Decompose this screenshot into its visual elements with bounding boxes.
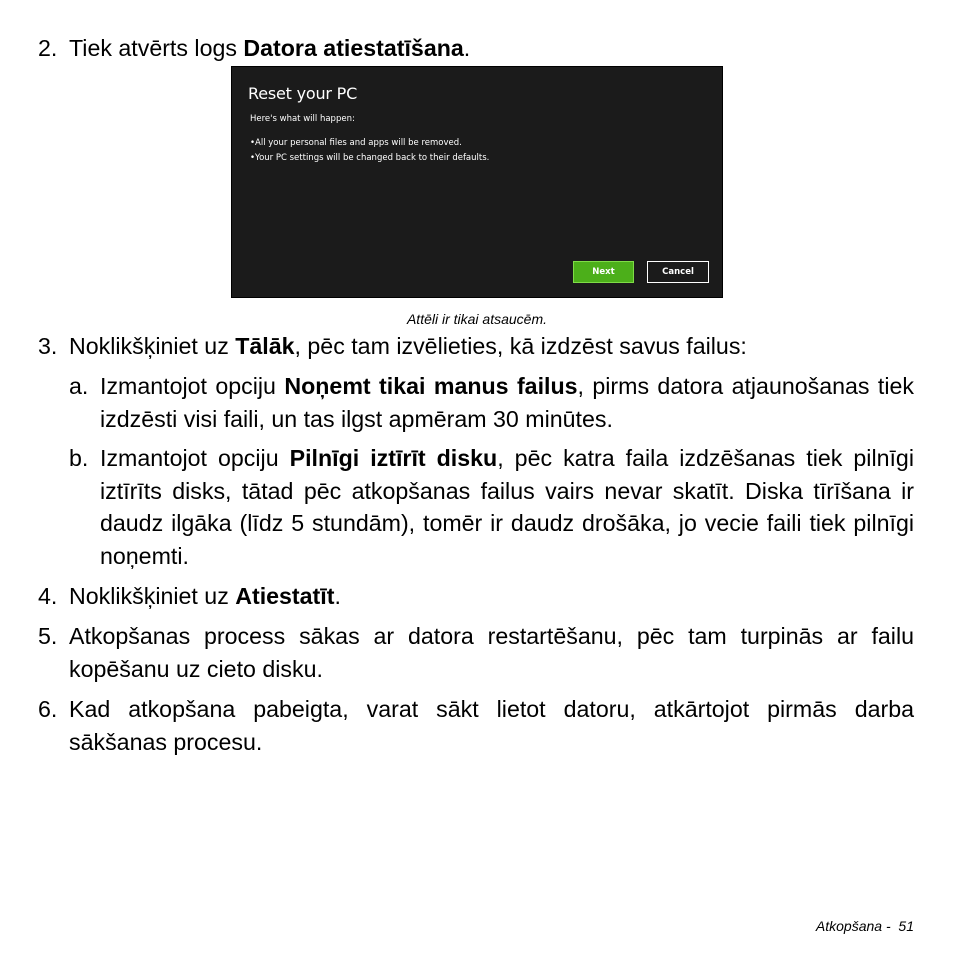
step-letter: a. bbox=[69, 373, 89, 399]
window-name: Datora atiestatīšana bbox=[243, 35, 464, 61]
figure-caption: Attēli ir tikai atsaucēm. bbox=[406, 311, 548, 327]
footer-section: Atkopšana - bbox=[815, 918, 891, 934]
step-number: 3. bbox=[38, 333, 58, 359]
bullet-item: • All your personal files and apps will be removed. bbox=[250, 136, 489, 151]
step-number: 6. bbox=[38, 696, 58, 722]
button-name: Atiestatīt bbox=[235, 583, 335, 609]
dialog-bullets bbox=[250, 136, 489, 166]
next-button[interactable]: Next bbox=[573, 261, 634, 283]
page-number: 51 bbox=[898, 918, 914, 934]
step-number: 4. bbox=[38, 583, 58, 609]
step-3b: b. Izmantojot opciju Pilnīgi iztīrīt disku, pēc katra faila izdzēšanas tiek pilnīgi iztīrīts disks, tātad pēc atkopšanas failus vairs nevar skatīt. Diska tīrīšana ir daudz ilgāka (līdz 5 stundām), tomēr ir daudz drošāka, jo vecie faili tiek pilnīgi noņemti. bbox=[69, 442, 914, 572]
dialog-title: Reset your PC bbox=[248, 84, 358, 103]
option-name: Noņemt tikai manus failus bbox=[284, 373, 578, 399]
step-letter: b. bbox=[69, 445, 89, 471]
option-name: Pilnīgi iztīrīt disku bbox=[289, 445, 498, 471]
button-name: Tālāk bbox=[235, 333, 295, 359]
step-4: 4. Noklikšķiniet uz Atiestatīt. bbox=[38, 580, 914, 613]
step-6: 6. Kad atkopšana pabeigta, varat sākt lietot datoru, atkārtojot pirmās darba sākšanas procesu. bbox=[38, 693, 914, 758]
bullet-item: • Your PC settings will be changed back to their defaults. bbox=[250, 151, 489, 166]
step-number: 2. bbox=[38, 35, 58, 61]
dialog-subtitle: Here's what will happen: bbox=[250, 114, 355, 124]
step-number: 5. bbox=[38, 623, 58, 649]
reset-pc-screenshot bbox=[231, 66, 723, 298]
step-5: 5. Atkopšanas process sākas ar datora restartēšanu, pēc tam turpinās ar failu kopēšanu uz cieto disku. bbox=[38, 620, 914, 685]
step-3a: a. Izmantojot opciju Noņemt tikai manus failus, pirms datora atjaunošanas tiek izdzēsti visi faili, un tas ilgst apmēram 30 minūtes. bbox=[69, 370, 914, 435]
page-footer bbox=[816, 918, 914, 934]
step-2: 2. Tiek atvērts logs Datora atiestatīšana. bbox=[38, 32, 914, 65]
step-3: 3. Noklikšķiniet uz Tālāk, pēc tam izvēlieties, kā izdzēst savus failus: bbox=[38, 330, 914, 363]
cancel-button[interactable]: Cancel bbox=[647, 261, 709, 283]
